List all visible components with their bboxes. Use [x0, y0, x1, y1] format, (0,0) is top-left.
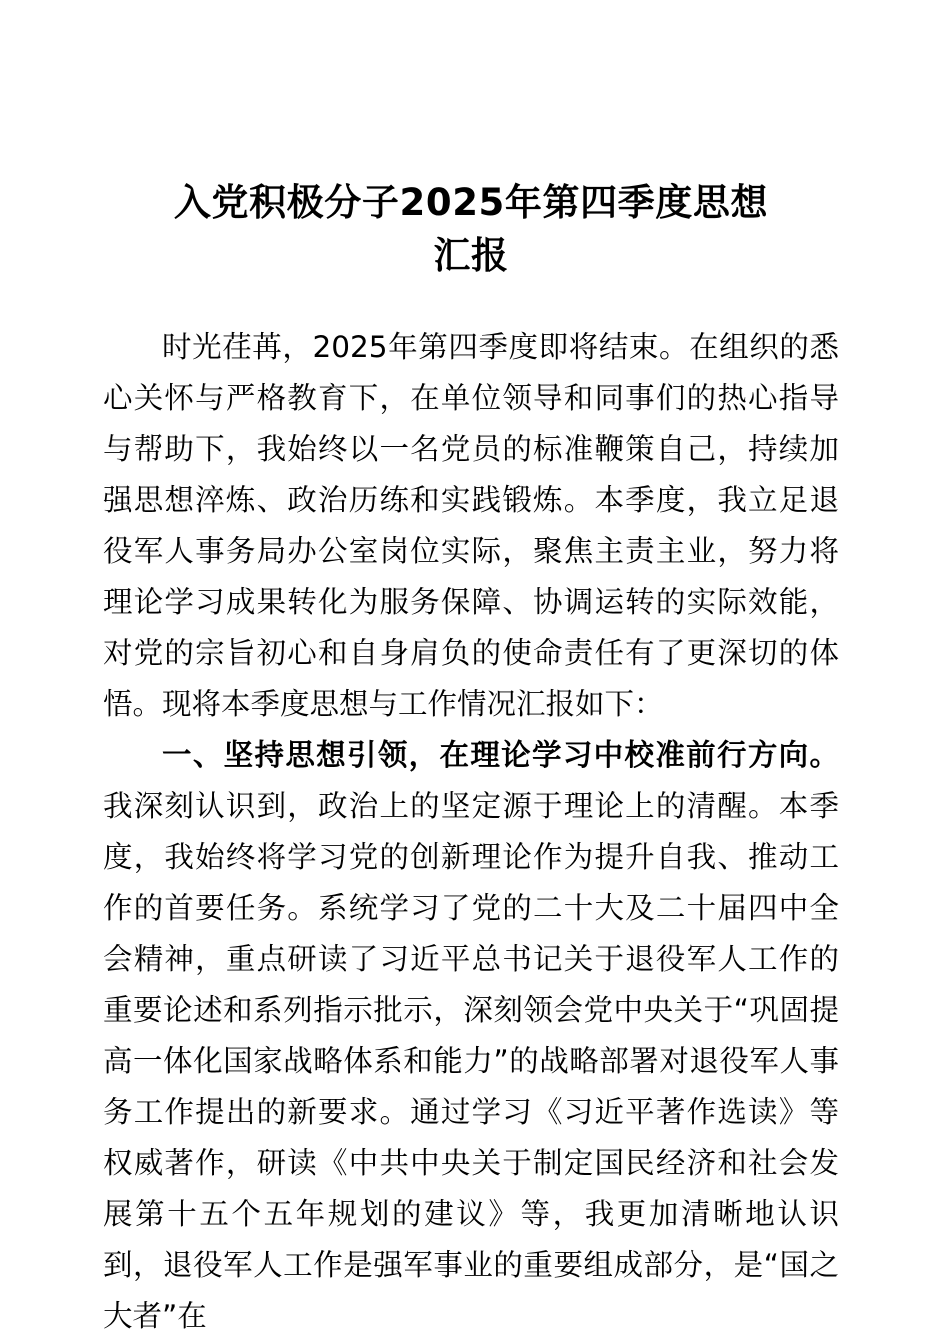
paragraph-section-one — [103, 730, 839, 1342]
document-body — [103, 0, 839, 1342]
page-title: 入党积极分子2025年第四季度思想 — [173, 181, 769, 224]
paragraph-section-one-text: 我深刻认识到，政治上的坚定源于理论上的清醒。本季度，我始终将学习党的创新理论作为提升自我、推动工作的首要任务。系统学习了党的二十大及二十届四中全会精神，重点研读了习近平总书记关于退役军人工作的重要论述和系列指示批示，深刻领会党中央关于“巩固提高一体化国家战略体系和能力”的战略部署对退役军人事务工作提出的新要求。通过学习《习近平著作选读》等权威著作，研读《中共中央关于制定国民经济和社会发展第十五个五年规划的建议》等，我更加清晰地认识到，退役军人工作是强军事业的重要组成部分，是“国之大者”在 — [103, 789, 839, 1333]
page-title-line-2: 汇报 — [433, 234, 509, 277]
paragraph-intro-text: 时光荏苒，2025年第四季度即将结束。在组织的悉心关怀与严格教育下，在单位领导和同事们的热心指导与帮助下，我始终以一名党员的标准鞭策自己，持续加强思想淬炼、政治历练和实践锻炼。本季度，我立足退役军人事务局办公室岗位实际，聚焦主责主业，努力将理论学习成果转化为服务保障、协调运转的实际效能，对党的宗旨初心和自身肩负的使命责任有了更深切的体悟。现将本季度思想与工作情况汇报如下： — [103, 330, 839, 721]
paragraph-intro — [103, 322, 839, 730]
section-heading-one: 一、坚持思想引领，在理论学习中校准前行方向。 — [162, 738, 839, 772]
